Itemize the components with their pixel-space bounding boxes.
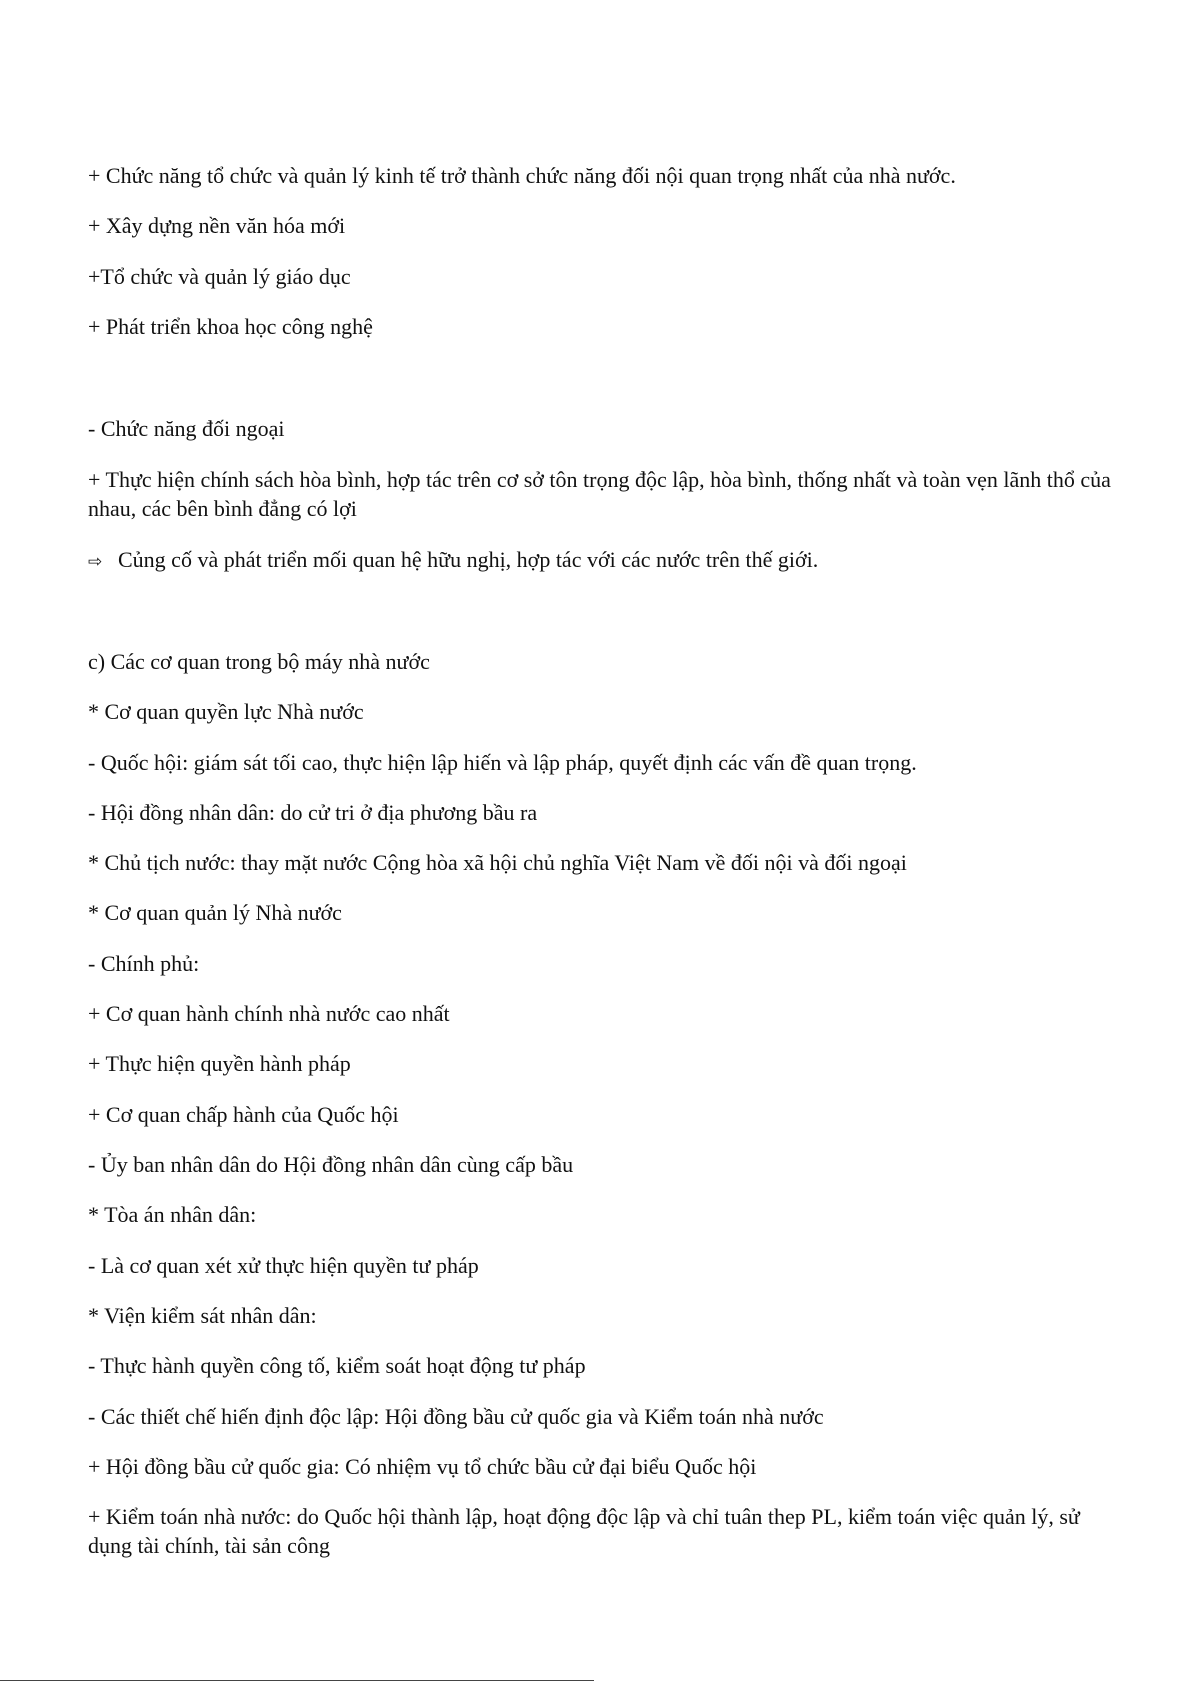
text-line: - Hội đồng nhân dân: do cử tri ở địa phương bầu ra	[88, 800, 538, 825]
text-line: + Phát triển khoa học công nghệ	[88, 314, 373, 339]
text-line: - Các thiết chế hiến định độc lập: Hội đồng bầu cử quốc gia và Kiểm toán nhà nước	[88, 1404, 824, 1429]
text-line: - Ủy ban nhân dân do Hội đồng nhân dân cùng cấp bầu	[88, 1152, 574, 1177]
text-line: - Thực hành quyền công tố, kiểm soát hoạt động tư pháp	[88, 1353, 586, 1378]
text-line: * Chủ tịch nước: thay mặt nước Cộng hòa xã hội chủ nghĩa Việt Nam về đối nội và đối ngoại	[88, 850, 907, 875]
text-line: * Cơ quan quyền lực Nhà nước	[88, 699, 364, 724]
text-line: - Chính phủ:	[88, 951, 200, 976]
arrow-right-outline-icon: ⇨	[88, 552, 103, 572]
text-line: + Cơ quan hành chính nhà nước cao nhất	[88, 1001, 450, 1026]
text-line: +Tổ chức và quản lý giáo dục	[88, 264, 351, 289]
text-line: * Tòa án nhân dân:	[88, 1202, 257, 1227]
text-line: + Xây dựng nền văn hóa mới	[88, 213, 346, 238]
text-line: - Quốc hội: giám sát tối cao, thực hiện lập hiến và lập pháp, quyết định các vấn đề quan trọng.	[88, 750, 917, 775]
text-line: + Thực hiện quyền hành pháp	[88, 1051, 351, 1076]
section-heading: - Chức năng đối ngoại	[88, 416, 285, 441]
section-heading: c) Các cơ quan trong bộ máy nhà nước	[88, 649, 430, 674]
text-paragraph: + Thực hiện chính sách hòa bình, hợp tác trên cơ sở tôn trọng độc lập, hòa bình, thống nhất và toàn vẹn lãnh thổ của nhau, các bên bình đẳng có lợi	[88, 467, 1111, 521]
conclusion-text: Củng cố và phát triển mối quan hệ hữu nghị, hợp tác với các nước trên thế giới.	[118, 547, 819, 572]
text-line: + Hội đồng bầu cử quốc gia: Có nhiệm vụ tổ chức bầu cử đại biểu Quốc hội	[88, 1454, 757, 1479]
footer-divider	[0, 1680, 594, 1681]
text-line: * Cơ quan quản lý Nhà nước	[88, 900, 342, 925]
text-line: - Là cơ quan xét xử thực hiện quyền tư pháp	[88, 1253, 479, 1278]
conclusion-line	[88, 545, 818, 577]
text-line: + Cơ quan chấp hành của Quốc hội	[88, 1102, 399, 1127]
text-line: * Viện kiểm sát nhân dân:	[88, 1303, 317, 1328]
text-paragraph: + Kiểm toán nhà nước: do Quốc hội thành lập, hoạt động độc lập và chỉ tuân thep PL, kiểm toán việc quản lý, sử dụng tài chính, tài sản công	[88, 1504, 1080, 1558]
text-line: + Chức năng tổ chức và quản lý kinh tế trở thành chức năng đối nội quan trọng nhất của nhà nước.	[88, 163, 956, 188]
